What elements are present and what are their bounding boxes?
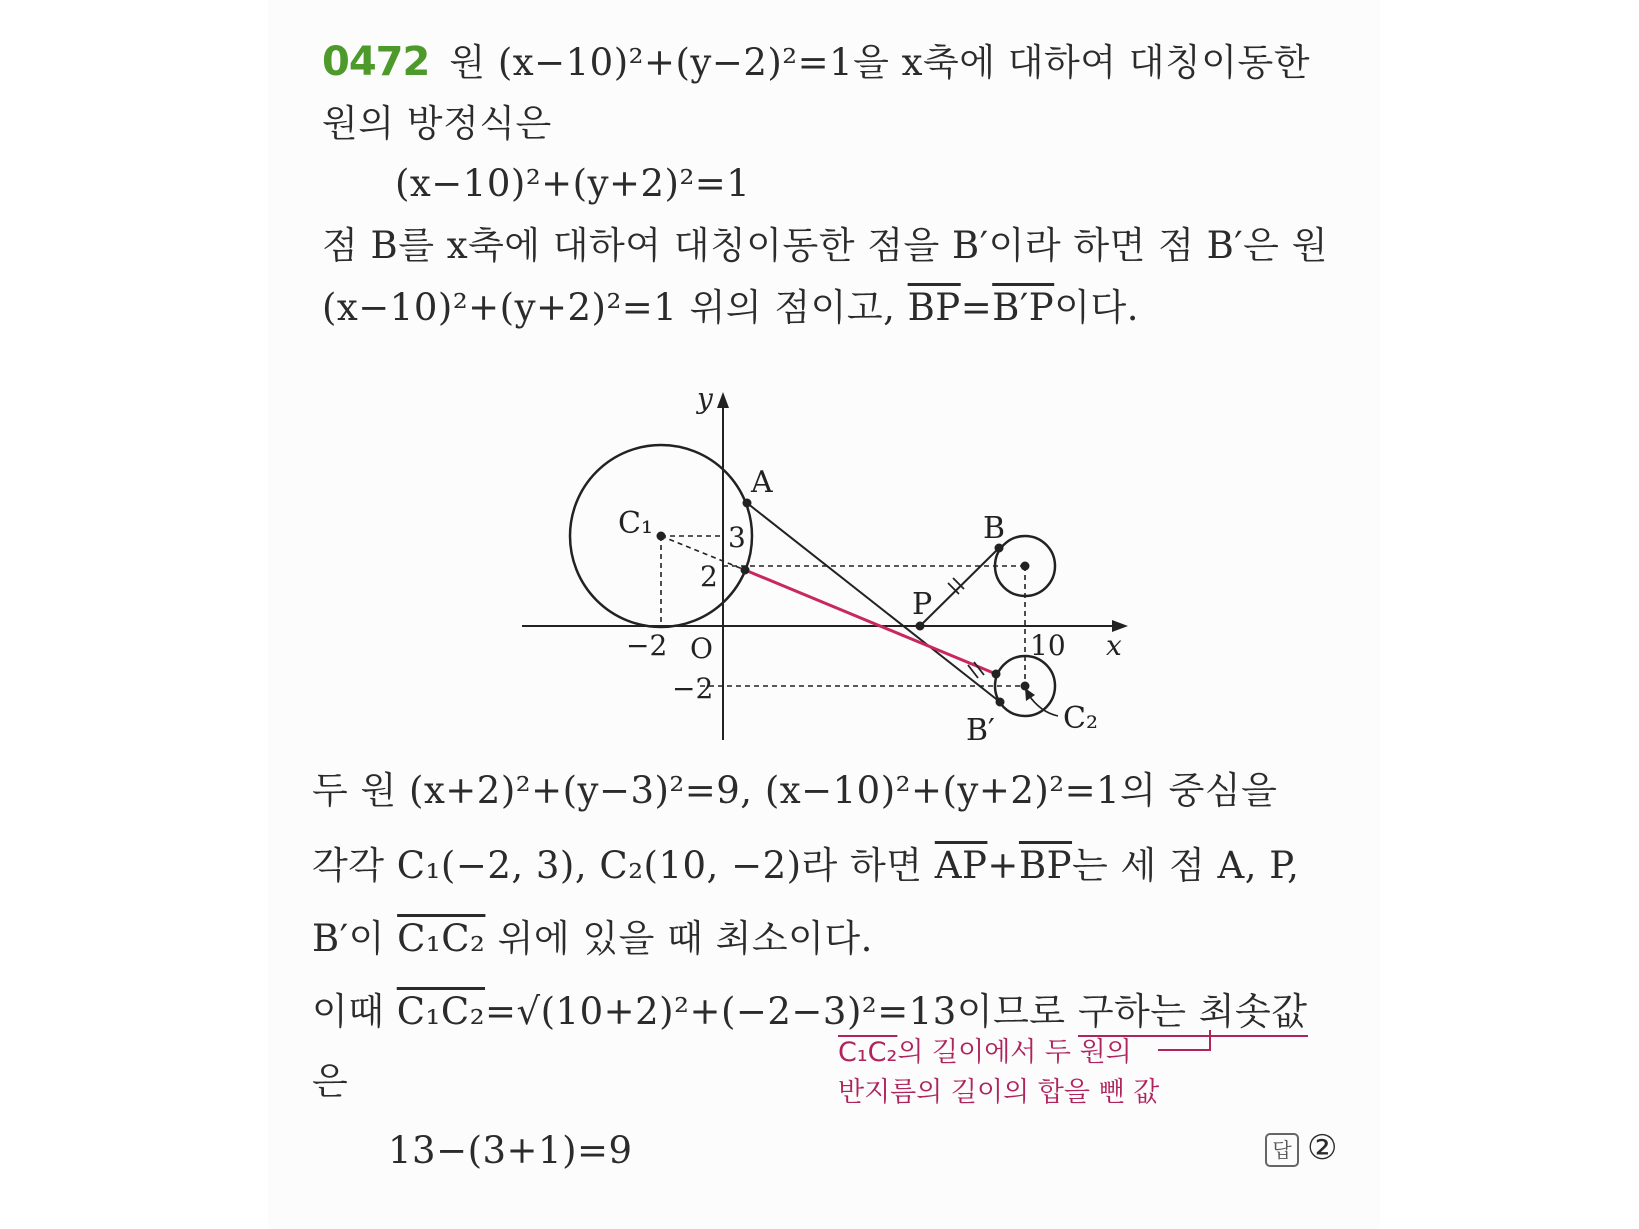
tick-label-10: 10 xyxy=(1030,629,1066,662)
segment-bprime-p: B′P xyxy=(992,286,1055,329)
solution-text-3c: 위에 있을 때 최소이다. xyxy=(485,917,873,960)
label-b-prime: B′ xyxy=(966,713,995,748)
highlight-phrase: 구하는 최솟값 xyxy=(1078,990,1308,1037)
label-a: A xyxy=(751,465,773,500)
final-computation: 13−(3+1)=9 xyxy=(388,1129,633,1172)
solution-text-2a: 각각 C₁(−2, 3), C₂(10, −2)라 하면 xyxy=(312,844,935,887)
x-axis-label: x xyxy=(1106,629,1122,662)
tick-label-minus2-x: −2 xyxy=(626,629,668,662)
tick-label-minus2-y: −2 xyxy=(672,672,714,705)
segment-bp: $\overline{BP}$ xyxy=(907,286,961,329)
problem-number: 0472 xyxy=(322,39,430,85)
solution-text-4c: =√(10+2)²+(−2−3)²=13이므로 xyxy=(485,990,1078,1033)
label-c2: C₂ xyxy=(1063,701,1098,736)
problem-line-4: 점 B를 x축에 대하여 대칭이동한 점을 B′이라 하면 점 B′은 원 xyxy=(322,224,1328,267)
solution-text-4a: 이때 xyxy=(312,990,397,1033)
segment-bp-2: $\overline{BP}$ xyxy=(1018,844,1073,887)
tick-label-3: 3 xyxy=(728,521,746,554)
answer-value: ② xyxy=(1307,1128,1338,1168)
tick-label-2: 2 xyxy=(700,560,718,593)
solution-line-1: 두 원 (x+2)²+(y−3)²=9, (x−10)²+(y+2)²=1의 중심을 xyxy=(312,769,1278,812)
problem-line-2: 원의 방정식은 xyxy=(322,102,552,145)
plus-sign: + xyxy=(987,844,1019,887)
label-b: B xyxy=(983,511,1006,546)
segment-c1c2-2: C₁C₂ xyxy=(396,990,486,1033)
segment-ap: $\overline{AP}$ xyxy=(934,844,988,887)
note-line-1 xyxy=(838,1036,1132,1070)
equation-reflected-circle: (x−10)²+(y+2)²=1 xyxy=(395,162,751,205)
equals-sign: = xyxy=(960,286,993,329)
note-line-2: 반지름의 길이의 합을 뺀 값 xyxy=(838,1077,1160,1108)
solution-text-2e: 는 세 점 A, P, xyxy=(1072,844,1300,887)
solution-text-3a: B′이 xyxy=(312,917,398,960)
note-segment-c1c2: C₁C₂ xyxy=(838,1037,898,1068)
segment-c1c2: C₁C₂ xyxy=(397,917,486,960)
problem-text-1: 원 (x−10)²+(y−2)²=1을 x축에 대하여 대칭이동한 xyxy=(449,41,1310,84)
label-p: P xyxy=(912,587,933,622)
origin-label: O xyxy=(690,632,713,665)
answer xyxy=(1265,1128,1337,1168)
problem-text-5a: (x−10)²+(y+2)²=1 위의 점이고, xyxy=(322,286,908,329)
answer-box: 답 xyxy=(1265,1133,1299,1167)
problem-text-5e: 이다. xyxy=(1054,286,1139,329)
y-axis-label: y xyxy=(697,382,713,415)
note-text-1b: 의 길이에서 두 원의 xyxy=(897,1037,1132,1068)
label-c1: C₁ xyxy=(618,506,653,541)
solution-line-5: 은 xyxy=(312,1060,349,1103)
